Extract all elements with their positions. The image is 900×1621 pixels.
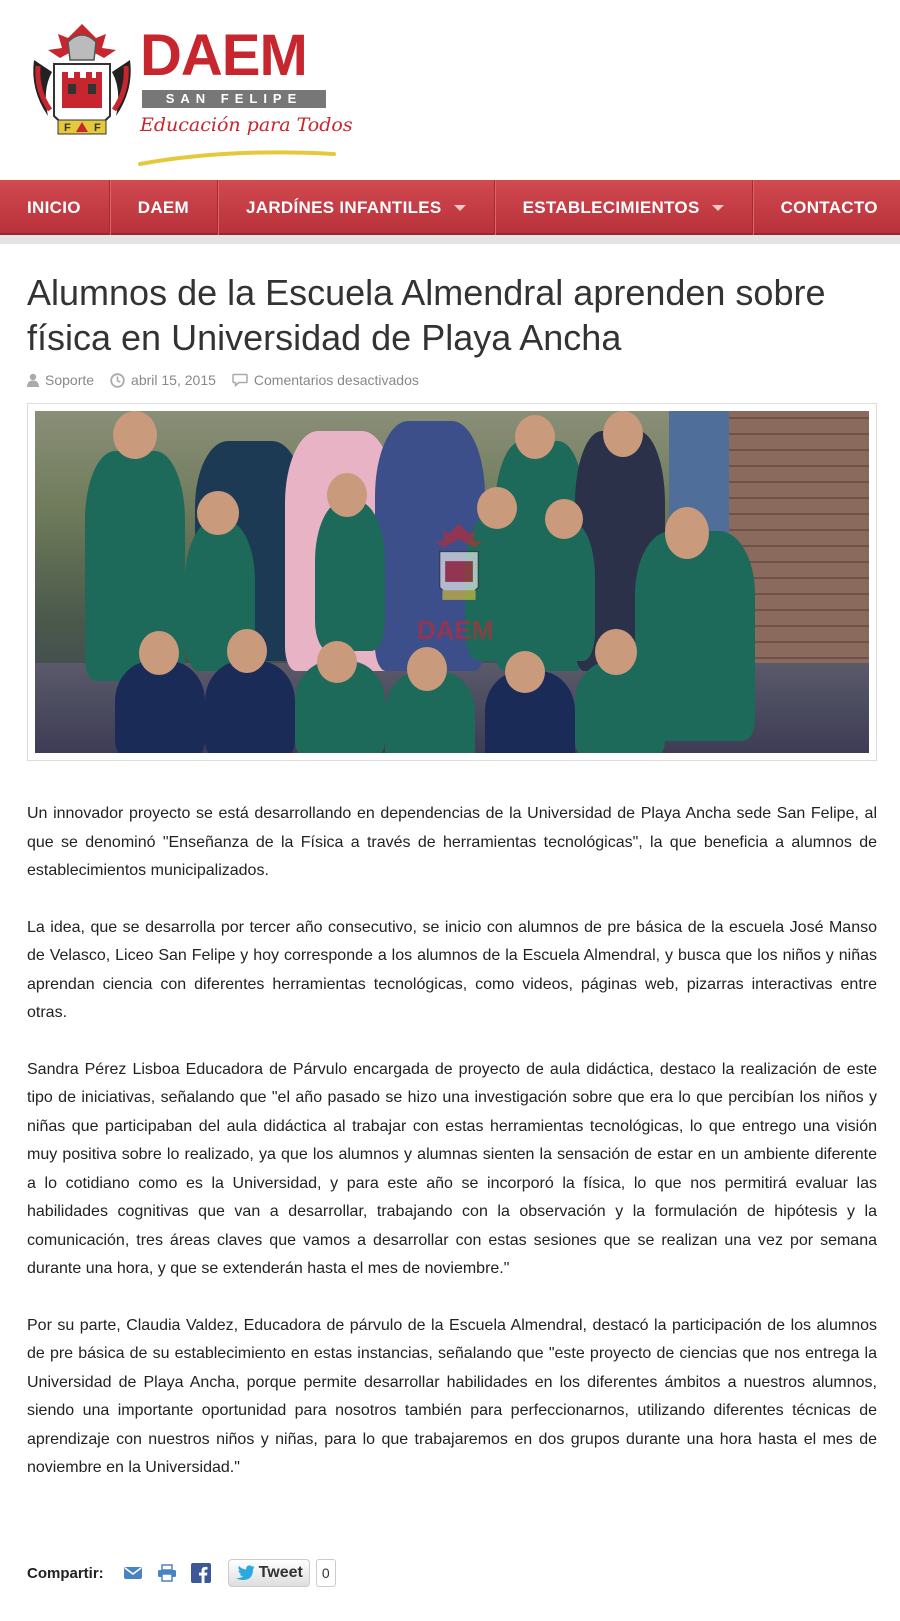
nav-item-daem[interactable] (110, 180, 218, 235)
photo-face (113, 411, 157, 459)
photo-face (515, 415, 555, 459)
site-logo[interactable] (28, 20, 353, 160)
print-icon (157, 1564, 177, 1582)
article-paragraph: Sandra Pérez Lisboa Educadora de Párvulo encargada de proyecto de aula didáctica, destaco la realización de este tipo de iniciativas, señalando que "el año pasado se hizo una investigación sobre que era lo que percibían los niños y niñas que participaban del aula didáctica al trabajar con estas herramientas tecnológicas, lo que entrego una visión muy positiva sobre lo realizado, ya que los alumnos y alumnas sienten la sensación de estar en un ambiente diferente a lo cotidiano como es la Universidad, y para este año se incorporó la física, lo que nos permitirá evaluar las habilidades cognitivas que van a desarrollar, trabajando con la observación y la formulación de hipótesis y la comunicación, tres áreas claves que vamos a desarrollar con estas sesiones que se realizan una vez por semana durante una hora, y que se extenderán hasta el mes de noviembre." (27, 1060, 877, 1277)
article-title[interactable]: Alumnos de la Escuela Almendral aprenden sobre física en Universidad de Playa Ancha (27, 272, 826, 358)
email-share-button[interactable] (122, 1562, 144, 1584)
photo-figure (315, 501, 385, 651)
meta-comments (232, 372, 419, 388)
nav-label: ESTABLECIMIENTOS (522, 197, 700, 217)
photo-figure (535, 521, 595, 661)
author-name: Soporte (45, 372, 95, 388)
article-body (27, 800, 877, 1511)
share-bar (27, 1558, 336, 1588)
email-icon (123, 1565, 143, 1581)
twitter-bird-icon (235, 1565, 255, 1581)
photo-face (197, 491, 239, 535)
coat-of-arms-icon (419, 521, 499, 611)
comment-icon (232, 373, 248, 387)
watermark-text: DAEM (417, 615, 494, 645)
nav-label: DAEM (137, 197, 190, 217)
meta-author[interactable] (27, 372, 94, 388)
nav-item-establecimientos[interactable] (495, 180, 753, 235)
photo-face (317, 641, 357, 683)
tweet-button[interactable] (228, 1559, 310, 1587)
nav-label: CONTACTO (780, 197, 878, 217)
svg-text:F: F (94, 122, 101, 134)
article-paragraph: Un innovador proyecto se está desarrollando en dependencias de la Universidad de Playa Ancha sede San Felipe, al que se denominó "Enseñanza de la Física a través de herramientas tecnológicas", la que beneficia a alumnos de establecimientos municipalizados. (27, 805, 877, 879)
article-paragraph: La idea, que se desarrolla por tercer año consecutivo, se inicio con alumnos de pre básica de la escuela José Manso de Velasco, Liceo San Felipe y hoy corresponde a los alumnos de la Escuela Almendral, y busca que los niños y niñas aprendan ciencia con diferentes herramientas tecnológicas, como videos, páginas web, pizarras interactivas entre otras. (27, 918, 877, 1021)
main-nav (0, 180, 900, 235)
photo-face (227, 629, 267, 673)
article-paragraph: Por su parte, Claudia Valdez, Educadora de párvulo de la Escuela Almendral, destacó la participación de los alumnos de pre básica de su establecimiento en estas instancias, señalando que "este proyecto de ciencias que nos entrega la Universidad de Playa Ancha, porque permite desarrollar habilidades en los diferentes ámbitos a nuestros alumnos, siendo una importante oportunidad para nosotros también para perfeccionarnos, utilizando diferentes técnicas de aprendizaje con nuestros niños y niñas, para lo que trabajaremos en dos grupos durante una hora hasta el mes de noviembre en la Universidad." (27, 1316, 877, 1476)
featured-image[interactable] (35, 411, 869, 753)
photo-face (595, 629, 637, 675)
nav-label: INICIO (27, 197, 81, 217)
photo-face (327, 473, 367, 517)
tweet-label: Tweet (258, 1564, 303, 1581)
clock-icon (110, 373, 125, 388)
chevron-down-icon (454, 205, 466, 211)
photo-face (407, 647, 447, 691)
meta-date (110, 372, 216, 388)
photo-figure (205, 661, 295, 753)
brand-subtitle: SAN FELIPE (142, 90, 326, 108)
photo-watermark (405, 521, 515, 651)
brand-tagline: Educación para Todos (140, 114, 353, 136)
nav-divider (0, 235, 900, 244)
nav-item-contacto[interactable] (753, 180, 900, 235)
photo-face (665, 507, 709, 559)
facebook-icon (191, 1563, 211, 1583)
chevron-down-icon (712, 205, 724, 211)
nav-item-jardines-infantiles[interactable] (218, 180, 495, 235)
brand-name: DAEM (140, 23, 307, 88)
photo-face (505, 651, 545, 693)
nav-label: JARDÍNES INFANTILES (246, 197, 442, 217)
facebook-share-button[interactable] (190, 1562, 212, 1584)
article-meta (27, 370, 435, 390)
nav-item-inicio[interactable] (0, 180, 110, 235)
coat-of-arms-icon (28, 20, 136, 150)
photo-figure (575, 661, 665, 753)
featured-image-frame (27, 403, 877, 761)
svg-text:F: F (64, 122, 71, 134)
post-date: abril 15, 2015 (131, 372, 216, 388)
photo-face (139, 631, 179, 675)
tagline-swoosh-icon (138, 132, 338, 168)
site-header (0, 0, 900, 180)
user-icon (27, 373, 39, 387)
tweet-count: 0 (316, 1559, 336, 1587)
photo-face (603, 411, 643, 457)
print-share-button[interactable] (156, 1562, 178, 1584)
photo-face (545, 499, 583, 539)
share-label: Compartir: (27, 1564, 104, 1582)
comments-status: Comentarios desactivados (253, 372, 419, 388)
